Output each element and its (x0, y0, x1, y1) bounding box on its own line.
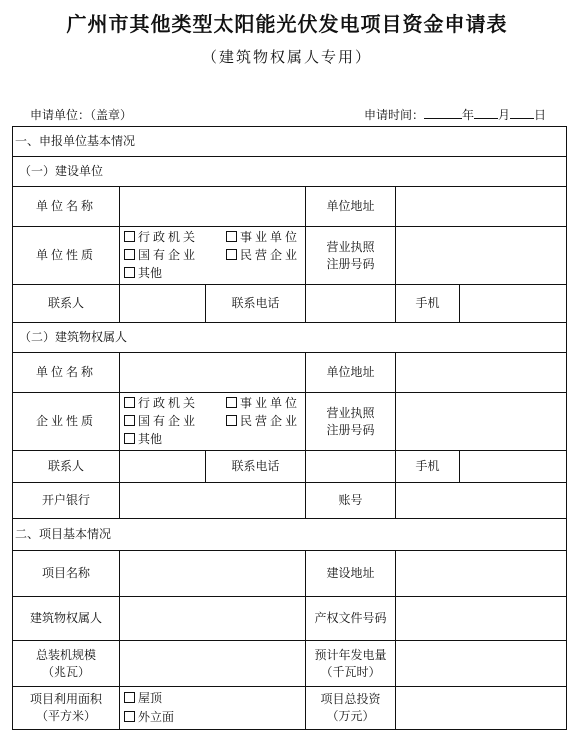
annual-gen-field[interactable] (395, 641, 567, 686)
year-blank[interactable] (424, 107, 462, 119)
option-state-owned[interactable]: 国有企业 (124, 247, 198, 264)
mobile-field[interactable] (459, 285, 567, 322)
owner-unit-address-field[interactable] (395, 353, 567, 392)
unit-name-label: 单位名称 (35, 199, 96, 213)
owner-name-row (12, 352, 567, 392)
checkbox[interactable] (124, 267, 135, 278)
month-label: 月 (498, 108, 511, 122)
owner-unit-address-label: 单位地址 (305, 353, 395, 392)
unit-nature-row (12, 226, 567, 284)
license-label: 营业执照注册号码 (305, 227, 395, 284)
checkbox[interactable] (124, 415, 135, 426)
checkbox[interactable] (226, 249, 237, 260)
unit-name-field[interactable] (119, 187, 317, 226)
property-doc-field[interactable] (395, 597, 567, 640)
owner-contact-field[interactable] (119, 451, 205, 482)
option-private[interactable]: 民营企业 (226, 413, 300, 430)
owner-unit-name-field[interactable] (119, 353, 305, 392)
checkbox[interactable] (124, 249, 135, 260)
form-subtitle: （建筑物权属人专用） (201, 48, 372, 66)
investment-label: 项目总投资（万元） (305, 687, 395, 729)
owner-mobile-field[interactable] (459, 451, 567, 482)
investment-field[interactable] (395, 687, 567, 729)
sub-2-title: （二）建筑物权属人 (19, 330, 128, 344)
property-doc-label: 产权文件号码 (305, 597, 395, 640)
form-title: 广州市其他类型太阳能光伏发电项目资金申请表 (66, 12, 508, 36)
bank-label: 开户银行 (41, 493, 90, 507)
checkbox[interactable] (124, 397, 135, 408)
option-gov[interactable]: 行政机关 (124, 229, 198, 246)
project-name-field[interactable] (119, 551, 305, 596)
option-state-owned[interactable]: 国有企业 (124, 413, 198, 430)
build-address-field[interactable] (395, 551, 567, 596)
owner-doc-row (12, 596, 567, 640)
unit-name-row (12, 186, 567, 226)
phone-label: 联系电话 (205, 285, 305, 322)
month-blank[interactable] (474, 107, 498, 119)
contact-field[interactable] (119, 285, 205, 322)
build-address-label: 建设地址 (305, 551, 395, 596)
section-1-row (12, 126, 567, 156)
unit-address-field[interactable] (395, 187, 567, 226)
building-owner-label: 建筑物权属人 (29, 611, 102, 625)
checkbox[interactable] (226, 231, 237, 242)
owner-contact-label: 联系人 (47, 459, 84, 473)
capacity-row (12, 640, 567, 686)
owner-phone-field[interactable] (305, 451, 395, 482)
checkbox[interactable] (124, 711, 135, 722)
capacity-label: 总装机规模（兆瓦） (35, 647, 96, 679)
option-gov[interactable]: 行政机关 (124, 395, 198, 412)
contact-label: 联系人 (47, 296, 84, 310)
option-roof[interactable]: 屋顶 (124, 690, 162, 707)
area-row (12, 686, 567, 730)
sub-1-title: （一）建设单位 (19, 164, 104, 178)
bank-row (12, 482, 567, 518)
day-blank[interactable] (510, 107, 534, 119)
unit-nature-options (119, 227, 305, 284)
option-institution[interactable]: 事业单位 (226, 229, 300, 246)
section-2-title: 二、项目基本情况 (15, 527, 112, 541)
area-label: 项目利用面积（平方米） (29, 692, 102, 723)
capacity-field[interactable] (119, 641, 305, 686)
owner-nature-row (12, 392, 567, 450)
project-name-label: 项目名称 (41, 566, 90, 580)
checkbox[interactable] (124, 231, 135, 242)
owner-license-label: 营业执照注册号码 (305, 393, 395, 450)
section-1-title: 一、申报单位基本情况 (15, 134, 136, 148)
option-facade[interactable]: 外立面 (124, 709, 174, 726)
section-2-row (12, 518, 567, 550)
enterprise-nature-label: 企业性质 (35, 414, 96, 428)
owner-phone-label: 联系电话 (205, 451, 305, 482)
owner-unit-name-label: 单位名称 (35, 365, 96, 379)
application-date (364, 106, 546, 123)
option-private[interactable]: 民营企业 (226, 247, 300, 264)
option-other[interactable]: 其他 (124, 265, 162, 282)
account-label: 账号 (305, 483, 395, 518)
mobile-label: 手机 (395, 285, 459, 322)
checkbox[interactable] (124, 433, 135, 444)
sub-1-row (12, 156, 567, 186)
account-field[interactable] (395, 483, 567, 518)
area-options (119, 687, 305, 729)
sub-2-row (12, 322, 567, 352)
day-label: 日 (534, 108, 547, 122)
project-name-row (12, 550, 567, 596)
unit-nature-label: 单位性质 (35, 248, 96, 262)
applicant-label: 申请单位：（盖章） (30, 108, 133, 122)
contact-row (12, 284, 567, 322)
unit-address-label: 单位地址 (305, 187, 395, 226)
enterprise-nature-options (119, 393, 305, 450)
checkbox[interactable] (226, 397, 237, 408)
owner-mobile-label: 手机 (395, 451, 459, 482)
option-institution[interactable]: 事业单位 (226, 395, 300, 412)
owner-contact-row (12, 450, 567, 482)
building-owner-field[interactable] (119, 597, 305, 640)
owner-license-field[interactable] (395, 393, 567, 450)
year-label: 年 (462, 108, 475, 122)
checkbox[interactable] (226, 415, 237, 426)
date-label: 申请时间： (364, 108, 425, 122)
annual-gen-label: 预计年发电量（千瓦时） (305, 641, 395, 686)
bank-field[interactable] (119, 483, 305, 518)
checkbox[interactable] (124, 692, 135, 703)
phone-field[interactable] (305, 285, 395, 322)
option-other[interactable]: 其他 (124, 431, 162, 448)
license-field[interactable] (395, 227, 567, 284)
